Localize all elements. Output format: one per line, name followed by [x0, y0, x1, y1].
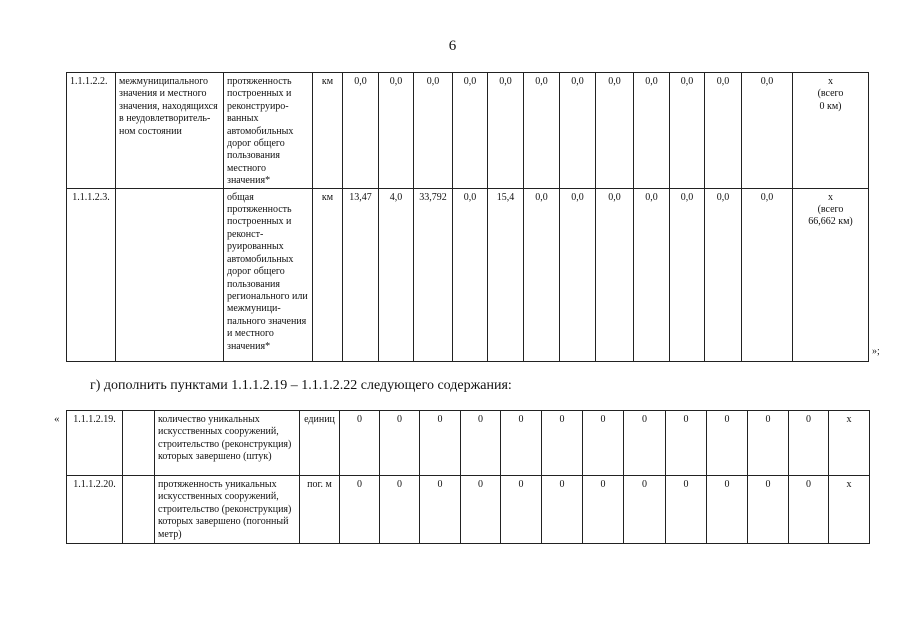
value-cell: 0: [420, 476, 461, 544]
value-cell: 0: [461, 411, 501, 476]
row-description: [116, 188, 224, 361]
value-cell: 0: [340, 476, 380, 544]
value-cell: 0: [748, 411, 789, 476]
value-cell: 0,0: [596, 73, 634, 189]
value-cell: 0: [542, 411, 583, 476]
table-row: [67, 476, 870, 544]
instruction-text: г) дополнить пунктами 1.1.1.2.19 – 1.1.1.2.22 следующего содержания:: [90, 378, 512, 393]
value-cell: 0,0: [343, 73, 379, 189]
value-cell: 0,0: [670, 73, 705, 189]
value-cell: 0,0: [670, 188, 705, 361]
value-cell: 0,0: [596, 188, 634, 361]
row-description: межмуниципального значения и местного значения, находящихся в неудовлетворитель-ном состоянии: [116, 73, 224, 189]
row-description: [123, 411, 155, 476]
value-cell: 0: [624, 411, 666, 476]
row-code: 1.1.1.2.2.: [67, 73, 116, 189]
row-indicator: протяженность уникальных искусственных сооружений, строительство (реконструкция) которых завершено (погонный метр): [155, 476, 300, 544]
value-cell: 4,0: [379, 188, 414, 361]
value-cell: 0: [340, 411, 380, 476]
value-cell: 0: [707, 411, 748, 476]
indicators-table-1: [66, 72, 869, 362]
row-unit: единиц: [300, 411, 340, 476]
value-cell: 0,0: [524, 188, 560, 361]
value-cell: 0,0: [742, 73, 793, 189]
value-cell: 0: [624, 476, 666, 544]
value-cell: 0: [789, 411, 829, 476]
value-cell: 15,4: [488, 188, 524, 361]
row-indicator: протяженность построенных и реконструиро-ванных автомобильных дорог общего пользования местного значения*: [224, 73, 313, 189]
value-cell: 0,0: [453, 188, 488, 361]
total-x: х: [828, 76, 833, 87]
value-cell: 0,0: [634, 73, 670, 189]
value-cell: 0,0: [560, 188, 596, 361]
value-cell: 0: [542, 476, 583, 544]
total-value: 66,662 км): [808, 216, 853, 228]
value-cell: 0,0: [560, 73, 596, 189]
total-cell: [793, 73, 869, 189]
closing-quote-marker: »;: [872, 346, 880, 357]
total-cell: х: [829, 411, 870, 476]
value-cell: 0: [707, 476, 748, 544]
table-row: [67, 411, 870, 476]
page-number: 6: [448, 38, 457, 54]
opening-quote-marker: «: [54, 413, 60, 425]
value-cell: 0: [789, 476, 829, 544]
row-code: 1.1.1.2.20.: [67, 476, 123, 544]
row-description: [123, 476, 155, 544]
value-cell: 33,792: [414, 188, 453, 361]
row-code: 1.1.1.2.19.: [67, 411, 123, 476]
table-row: [67, 73, 869, 189]
value-cell: 0,0: [634, 188, 670, 361]
value-cell: 0,0: [524, 73, 560, 189]
value-cell: 0,0: [379, 73, 414, 189]
value-cell: 13,47: [343, 188, 379, 361]
value-cell: 0,0: [705, 73, 742, 189]
table-2-body: [67, 411, 870, 544]
row-code: 1.1.1.2.3.: [67, 188, 116, 361]
value-cell: 0: [666, 411, 707, 476]
row-indicator: общая протяженность построенных и реконст-руированных автомобильных дорог общего пользования регионального или межмуници-пального значения и местного значения*: [224, 188, 313, 361]
value-cell: 0: [748, 476, 789, 544]
value-cell: 0: [380, 411, 420, 476]
value-cell: 0,0: [453, 73, 488, 189]
row-unit: км: [313, 188, 343, 361]
value-cell: 0,0: [414, 73, 453, 189]
value-cell: 0: [461, 476, 501, 544]
value-cell: 0: [501, 476, 542, 544]
total-label: (всего: [817, 88, 844, 100]
value-cell: 0: [583, 411, 624, 476]
value-cell: 0: [380, 476, 420, 544]
row-unit: км: [313, 73, 343, 189]
value-cell: 0: [583, 476, 624, 544]
row-indicator: количество уникальных искусственных сооружений, строительство (реконструкция) которых завершено (штук): [155, 411, 300, 476]
total-value: 0 км): [819, 100, 842, 112]
row-unit: пог. м: [300, 476, 340, 544]
total-cell: [793, 188, 869, 361]
value-cell: 0: [420, 411, 461, 476]
table-1-body: [67, 73, 869, 362]
value-cell: 0: [501, 411, 542, 476]
total-label: (всего: [817, 204, 844, 216]
value-cell: 0: [666, 476, 707, 544]
indicators-table-2: [66, 410, 870, 544]
value-cell: 0,0: [488, 73, 524, 189]
value-cell: 0,0: [742, 188, 793, 361]
table-row: [67, 188, 869, 361]
value-cell: 0,0: [705, 188, 742, 361]
total-cell: х: [829, 476, 870, 544]
total-x: х: [828, 191, 833, 203]
